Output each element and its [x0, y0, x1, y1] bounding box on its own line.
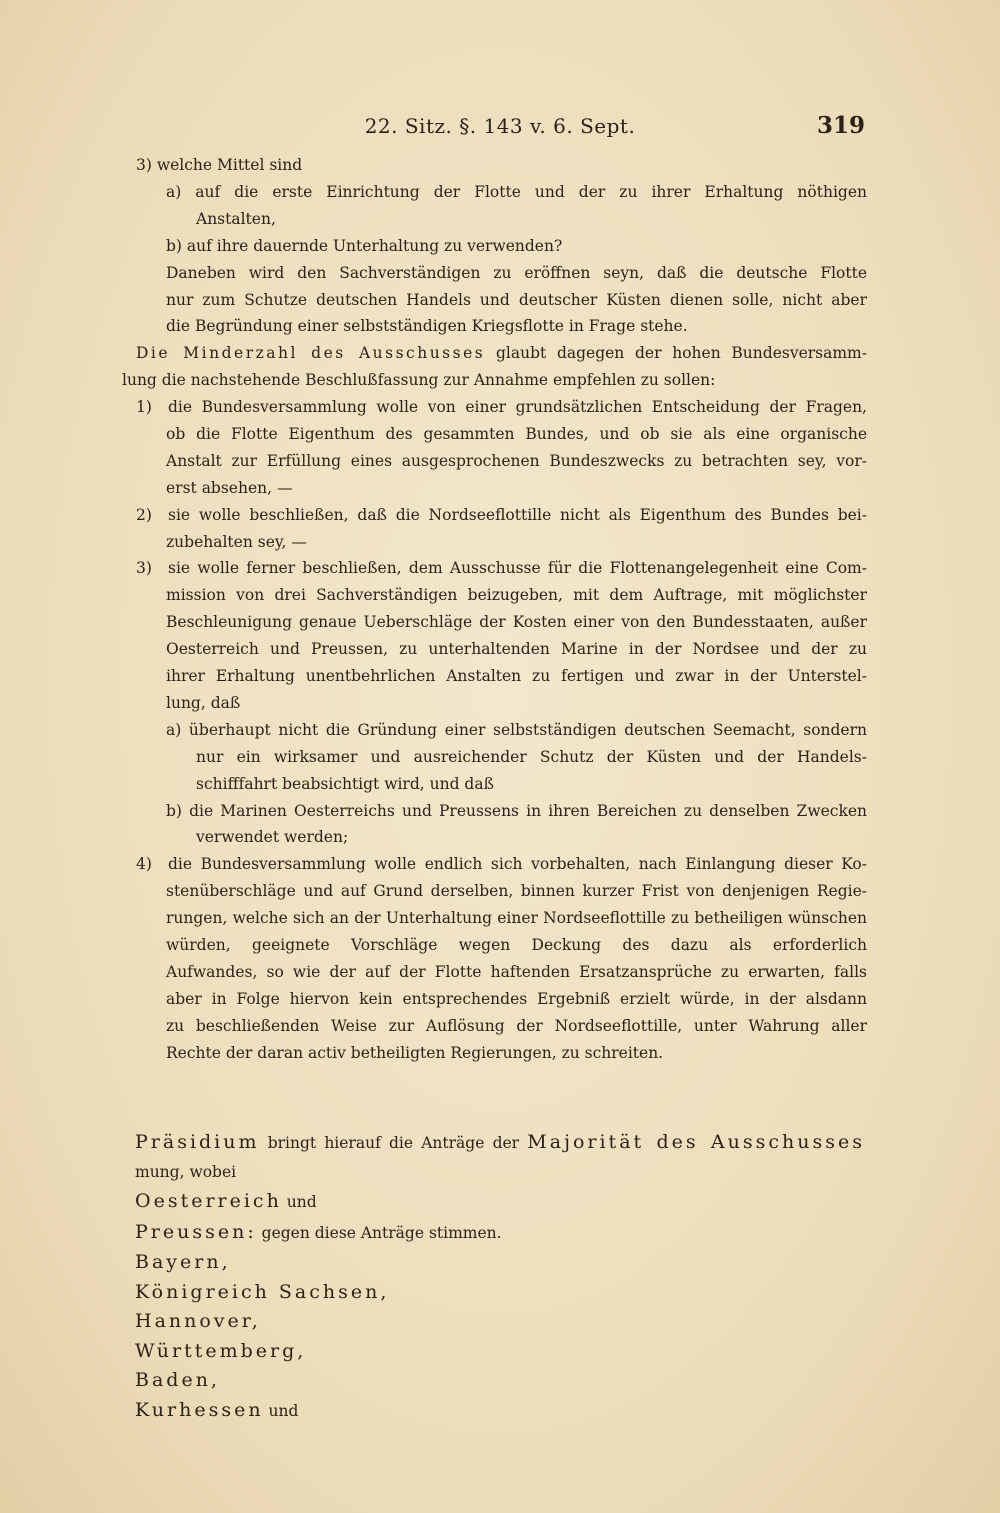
state-line [135, 1218, 865, 1249]
text-fragment: gegen diese Anträge stimmen. [256, 1223, 502, 1242]
text-line: ob die Flotte Eigenthum des gesammten Bundes, und ob sie als eine organische [166, 424, 867, 443]
text-line: ihrer Erhaltung unentbehrlichen Anstalten zu fertigen und zwar in der Unterstel- [166, 667, 867, 686]
text-line [122, 502, 867, 529]
vote-section [135, 1128, 865, 1426]
text-line [122, 394, 867, 421]
text-line: Rechte der daran activ betheiligten Regierungen, zu schreiten. [166, 1043, 664, 1062]
text-line: aber in Folge hiervon kein entsprechendes Ergebniß erzielt würde, in der alsdann [166, 989, 867, 1008]
spaced-phrase: Präsidium [135, 1131, 260, 1153]
text-line: lung die nachstehende Beschlußfassung zur Annahme empfehlen zu sollen: [122, 371, 716, 390]
running-head: 22. Sitz. §. 143 v. 6. Sept. [364, 114, 636, 138]
page-header [135, 112, 865, 142]
text-line: erst absehen, — [166, 478, 293, 497]
text-line: b) die Marinen Oesterreichs und Preussens in ihren Bereichen zu denselben Zwecken [166, 801, 867, 820]
text-line: schifffahrt beabsichtigt wird, und daß [196, 774, 494, 793]
text-fragment: die Bundesversammlung wolle von einer grundsätzlichen Entscheidung der Fragen, [168, 398, 867, 417]
text-line: die Begründung einer selbstständigen Kriegsflotte in Frage stehe. [166, 317, 688, 336]
text-line [122, 555, 867, 582]
text-line: a) überhaupt nicht die Gründung einer selbstständigen deutschen Seemacht, sondern [166, 720, 867, 739]
text-fragment: glaubt dagegen der hohen Bundesversamm- [485, 344, 867, 363]
text-line: zu beschließenden Weise zur Auflösung der Nordseeflottille, unter Wahrung aller [166, 1016, 867, 1035]
state-name: Bayern, [135, 1251, 231, 1273]
item-number: 2) [136, 505, 152, 524]
item-number: 4) [136, 855, 152, 874]
text-fragment: sie wolle beschließen, daß die Nordseeflottille nicht als Eigenthum des Bundes bei- [168, 505, 867, 524]
state-name: Königreich Sachsen, [135, 1280, 390, 1303]
state-name: Kurhessen [135, 1398, 264, 1421]
text-line: Beschleunigung genaue Ueberschläge der Kosten einer von den Bundesstaaten, außer [166, 613, 867, 632]
state-name: Baden, [135, 1369, 220, 1391]
state-name: Preussen: [135, 1220, 257, 1243]
state-name: Oesterreich [135, 1190, 282, 1212]
text-line: b) auf ihre dauernde Unterhaltung zu verwenden? [166, 236, 563, 255]
text-line: nur zum Schutze deutschen Handels und deutscher Küsten dienen solle, nicht aber [166, 290, 867, 309]
spaced-phrase: Die Minderzahl des Ausschusses [136, 344, 486, 363]
text-line: Anstalten, [196, 209, 276, 228]
page-number: 319 [816, 112, 865, 139]
text-line [135, 1128, 865, 1158]
text-line: a) auf die erste Einrichtung der Flotte und der zu ihrer Erhaltung nöthigen [166, 182, 867, 201]
text-line [122, 851, 867, 878]
text-line: 3) welche Mittel sind [136, 156, 303, 174]
text-line: Aufwandes, so wie der auf der Flotte haftenden Ersatzansprüche zu erwarten, falls [166, 962, 867, 981]
main-text [122, 152, 867, 1066]
state-line [135, 1187, 865, 1218]
text-line: Oesterreich und Preussen, zu unterhaltenden Marine in der Nordsee und der zu [166, 640, 867, 659]
text-fragment: sie wolle ferner beschließen, dem Ausschusse für die Flottenangelegenheit eine Com- [168, 559, 867, 578]
item-number: 1) [136, 398, 152, 417]
state-name: Württemberg, [135, 1339, 307, 1362]
text-fragment: und [281, 1193, 317, 1211]
text-line [122, 340, 867, 367]
text-line: mung, wobei [135, 1162, 237, 1181]
text-line: nur ein wirksamer und ausreichender Schutz der Küsten und der Handels- [196, 747, 867, 766]
text-line: würden, geeignete Vorschläge wegen Deckung des dazu als erforderlich [166, 935, 867, 954]
text-line: stenüberschläge und auf Grund derselben, binnen kurzer Frist von denjenigen Regie- [166, 882, 867, 901]
state-line [135, 1396, 865, 1427]
spaced-phrase: Majorität des Ausschusses [527, 1131, 865, 1153]
text-fragment: und [263, 1401, 299, 1420]
text-fragment: bringt hierauf die Anträge der [259, 1134, 528, 1152]
text-line: rungen, welche sich an der Unterhaltung einer Nordseeflottille zu betheiligen wünschen [166, 909, 867, 928]
item-number: 3) [136, 559, 152, 578]
text-fragment: die Bundesversammlung wolle endlich sich vorbehalten, nach Einlangung dieser Ko- [168, 855, 867, 874]
text-line: zubehalten sey, — [166, 532, 307, 551]
text-line: verwendet werden; [196, 828, 349, 847]
text-line: Daneben wird den Sachverständigen zu eröffnen seyn, daß die deutsche Flotte [166, 263, 867, 282]
text-line: lung, daß [166, 693, 241, 712]
text-line: Anstalt zur Erfüllung eines ausgesprochenen Bundeszwecks zu betrachten sey, vor- [166, 451, 867, 470]
state-name: Hannover, [135, 1310, 261, 1332]
text-line: mission von drei Sachverständigen beizugeben, mit dem Auftrage, mit möglichster [166, 586, 867, 605]
